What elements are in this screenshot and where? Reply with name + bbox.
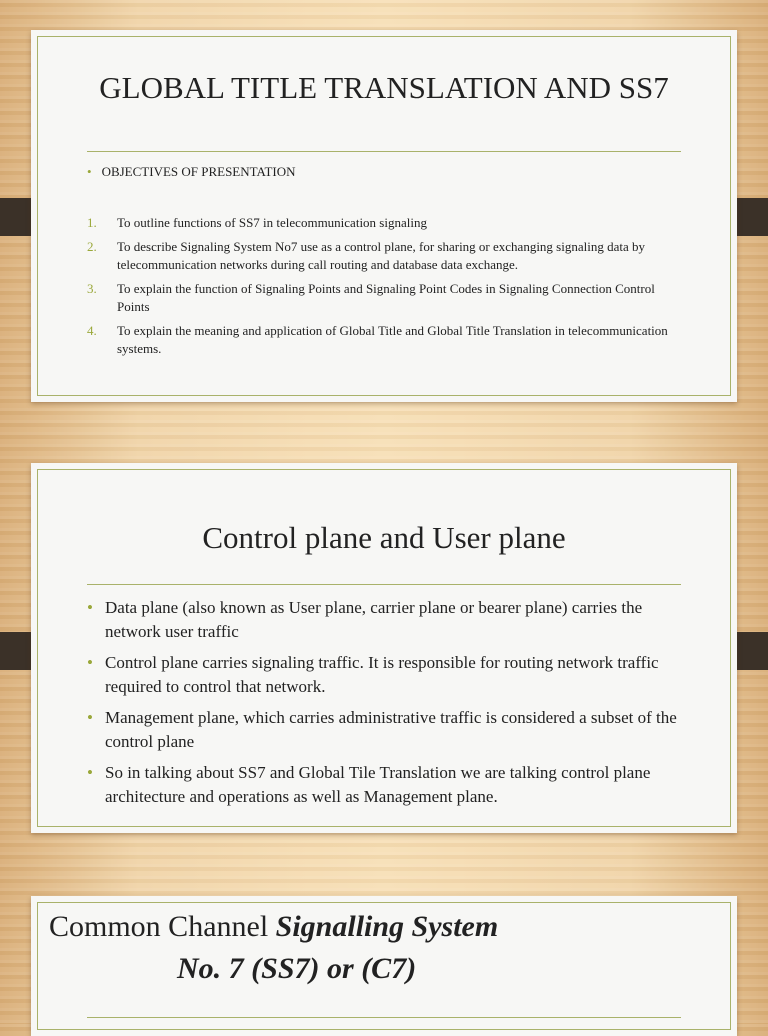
list-item <box>87 596 681 644</box>
list-item <box>87 238 677 274</box>
bullet-icon: • <box>87 653 93 672</box>
bullet-icon: • <box>87 598 93 617</box>
slide-title: GLOBAL TITLE TRANSLATION AND SS7 <box>99 70 669 105</box>
item-number: 2. <box>87 239 97 254</box>
slide-1 <box>31 30 737 402</box>
title-divider <box>87 1017 681 1018</box>
list-item <box>87 322 677 358</box>
title-bold-text-line2: No. 7 (SS7) or (C7) <box>177 952 417 985</box>
objectives-heading-text: OBJECTIVES OF PRESENTATION <box>101 164 296 179</box>
objectives-heading <box>87 164 296 180</box>
list-item <box>87 280 677 316</box>
bullet-icon: • <box>87 164 92 179</box>
slide-title: Control plane and User plane <box>202 520 566 555</box>
title-bold-text: Signalling System <box>275 910 499 943</box>
title-divider <box>87 151 681 152</box>
item-text: To outline functions of SS7 in telecommunication signaling <box>117 215 427 230</box>
slide-3 <box>31 896 737 1036</box>
item-text: So in talking about SS7 and Global Tile Translation we are talking control plane architecture and operations as well as Management plane. <box>105 763 651 806</box>
title-plain-text: Common Channel <box>49 910 276 943</box>
item-text: Control plane carries signaling traffic. It is responsible for routing network traffic required to control that network. <box>105 653 659 696</box>
list-item <box>87 761 681 809</box>
item-text: To describe Signaling System No7 use as a control plane, for sharing or exchanging signaling data by telecommunication networks during call routing and database data exchange. <box>117 239 645 272</box>
slide-title <box>49 906 498 990</box>
list-item <box>87 214 677 232</box>
bullet-list <box>87 596 681 816</box>
item-text: To explain the function of Signaling Points and Signaling Point Codes in Signaling Connection Control Points <box>117 281 655 314</box>
list-item <box>87 651 681 699</box>
item-number: 1. <box>87 215 97 230</box>
item-text: To explain the meaning and application of Global Title and Global Title Translation in telecommunication systems. <box>117 323 668 356</box>
slide-2 <box>31 463 737 833</box>
bullet-icon: • <box>87 763 93 782</box>
item-text: Management plane, which carries administrative traffic is considered a subset of the control plane <box>105 708 677 751</box>
title-divider <box>87 584 681 585</box>
objectives-list <box>87 214 677 364</box>
item-number: 3. <box>87 281 97 296</box>
item-number: 4. <box>87 323 97 338</box>
list-item <box>87 706 681 754</box>
item-text: Data plane (also known as User plane, carrier plane or bearer plane) carries the network user traffic <box>105 598 643 641</box>
bullet-icon: • <box>87 708 93 727</box>
